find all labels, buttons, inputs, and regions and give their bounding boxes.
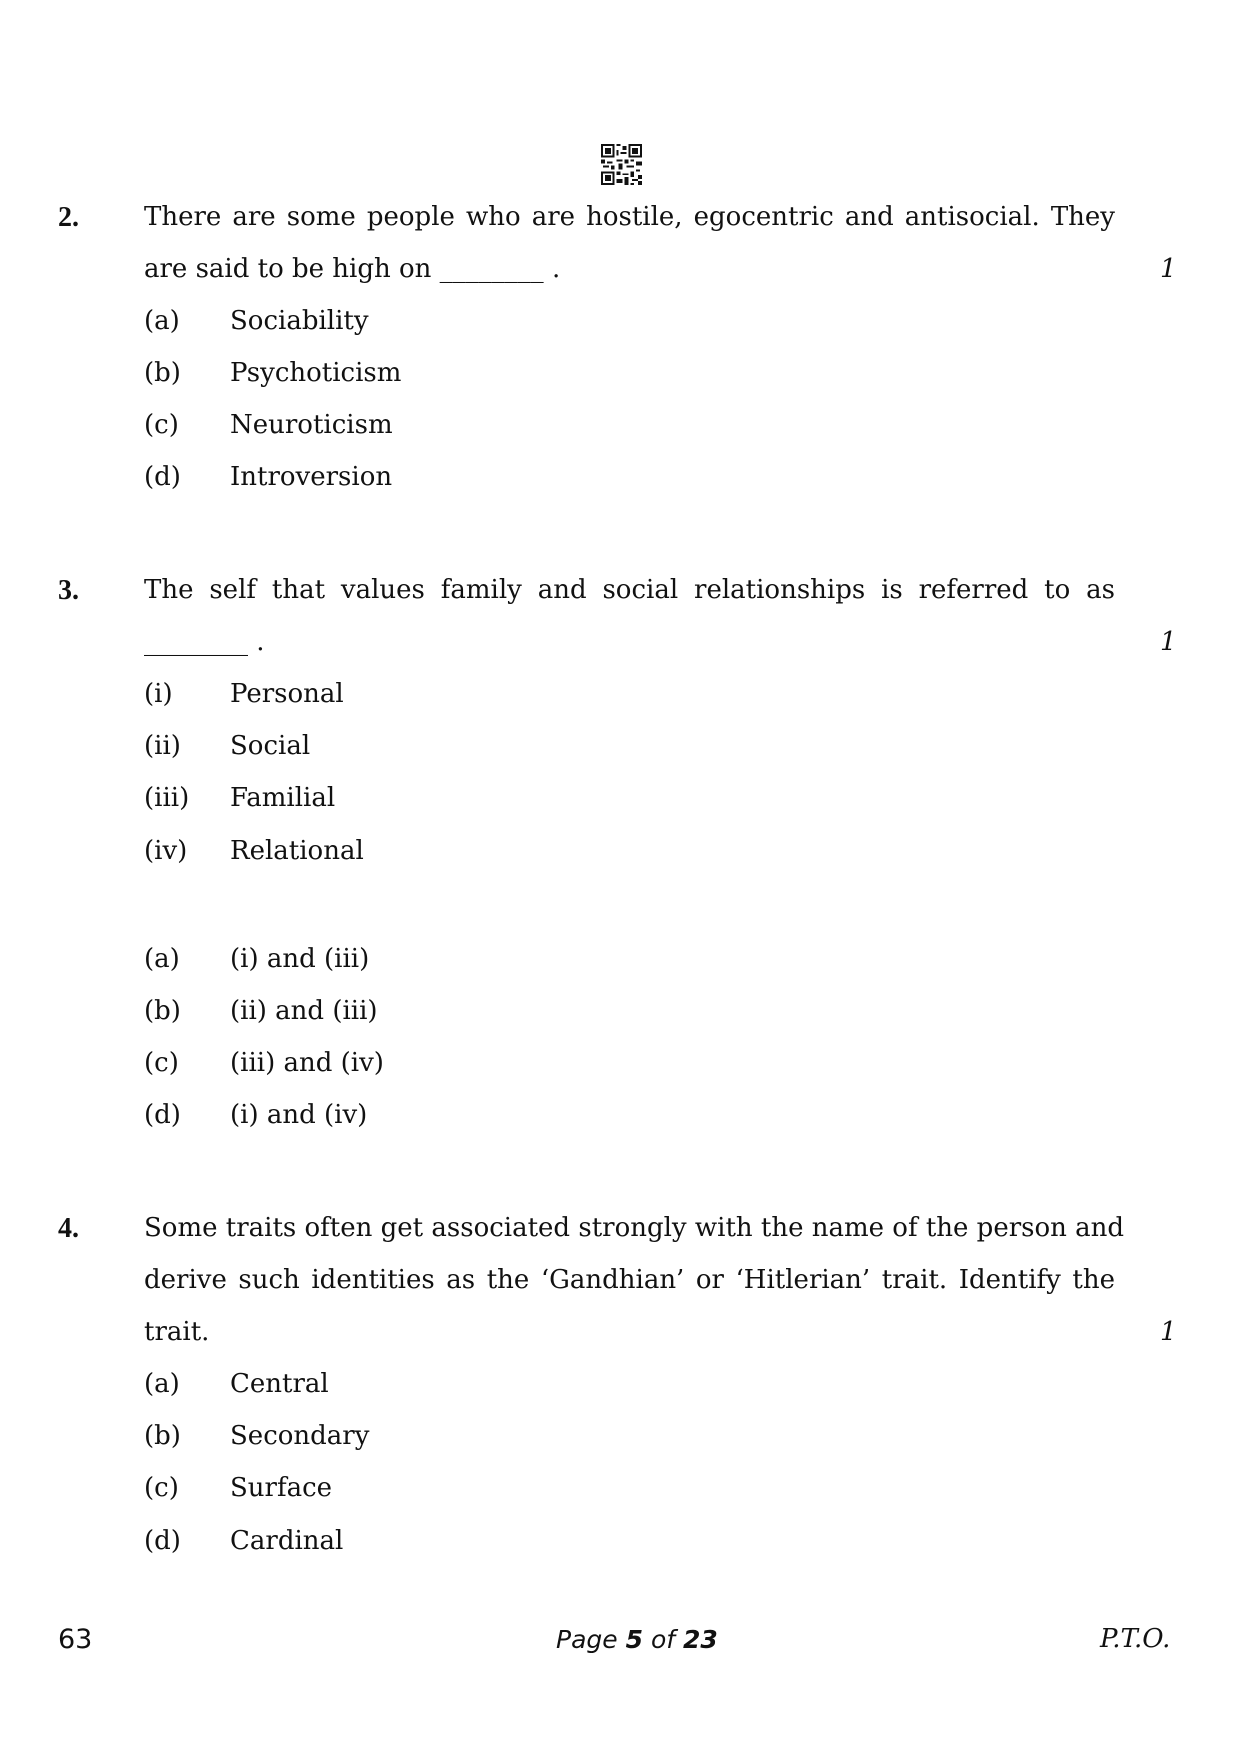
question-text: Some traits often get associated strongly with the name of the person and [144,1213,1125,1243]
option-label: (d) [144,462,181,492]
question-number: 3. [58,575,79,606]
option-text: (iii) and (iv) [230,1048,384,1078]
option-label: (c) [144,1048,179,1078]
option-label: (b) [144,996,181,1026]
option-label: (d) [144,1526,181,1556]
option-label: (a) [144,944,180,974]
qr-code-icon [601,144,642,185]
marks: 1 [1160,627,1177,657]
option-label: (a) [144,306,180,336]
question-text: are said to be high on ________ . [144,254,561,284]
option-text: Secondary [230,1421,370,1451]
option-label: (a) [144,1369,180,1399]
option-text: (i) and (iv) [230,1100,368,1130]
option-label: (c) [144,410,179,440]
option-label: (c) [144,1473,179,1503]
question-text: trait. [144,1317,210,1347]
item-text: Personal [230,679,344,709]
marks: 1 [1160,254,1177,284]
item-label: (i) [144,679,173,709]
option-label: (b) [144,1421,181,1451]
question-paper-code: 63 [58,1624,93,1655]
option-label: (d) [144,1100,181,1130]
question-number: 2. [58,202,79,233]
option-text: Sociability [230,306,369,336]
question-text: ________ . [144,627,265,657]
option-text: Introversion [230,462,393,492]
question-text: There are some people who are hostile, egocentric and antisocial. They [144,202,1115,232]
page-of: of [650,1625,676,1654]
option-text: Surface [230,1473,333,1503]
option-label: (b) [144,358,181,388]
page-current: 5 [625,1625,644,1654]
page-total: 23 [683,1625,718,1654]
option-text: Central [230,1369,329,1399]
option-text: Neuroticism [230,410,393,440]
item-text: Familial [230,783,336,813]
question-text: The self that values family and social relationships is referred to as [144,575,1115,605]
question-number: 4. [58,1213,79,1244]
item-label: (iv) [144,836,188,866]
option-text: Cardinal [230,1526,344,1556]
question-text: derive such identities as the ‘Gandhian’ or ‘Hitlerian’ trait. Identify the [144,1265,1115,1295]
option-text: (i) and (iii) [230,944,370,974]
item-label: (iii) [144,783,190,813]
item-text: Relational [230,836,364,866]
item-text: Social [230,731,311,761]
page-prefix: Page [556,1625,618,1654]
item-label: (ii) [144,731,181,761]
option-text: Psychoticism [230,358,402,388]
page-indicator [556,1625,718,1654]
please-turn-over: P.T.O. [1100,1624,1171,1654]
option-text: (ii) and (iii) [230,996,378,1026]
marks: 1 [1160,1317,1177,1347]
